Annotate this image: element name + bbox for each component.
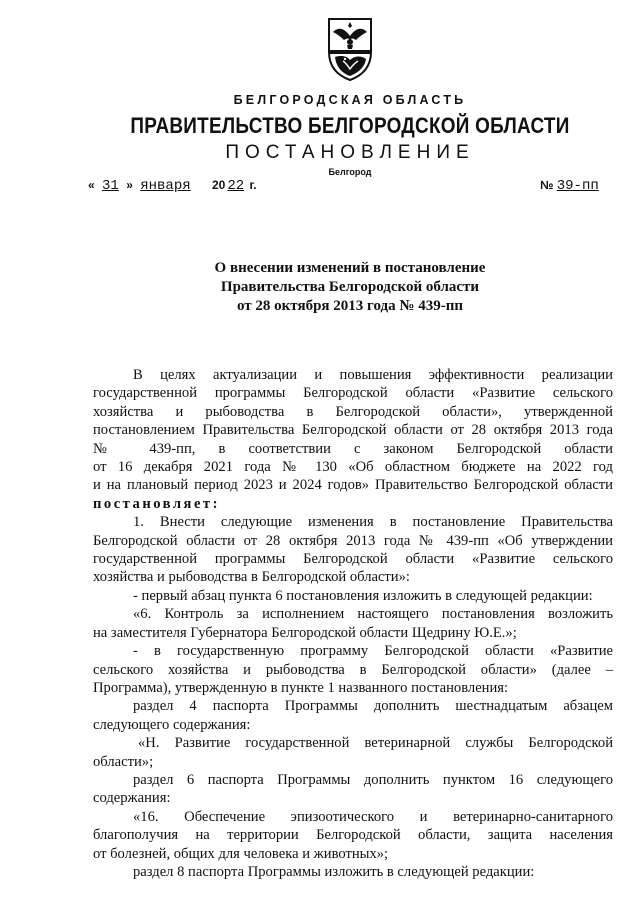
body-line: и на плановый период 2023 и 2024 годов» Правительство Белгородской области [93,477,613,494]
date-month: января [140,178,191,194]
government-title: ПРАВИТЕЛЬСТВО БЕЛГОРОДСКОЙ ОБЛАСТИ [130,113,570,138]
date-year-mark: г. [249,178,257,192]
body-line: 1. Внести следующие изменения в постановление Правительства [133,514,613,531]
document-title [0,259,640,316]
body-line: содержания: [93,790,171,807]
body-line: Программа), утвержденную в пункте 1 названного постановления: [93,679,509,696]
document-body [93,366,613,881]
document-type: ПОСТАНОВЛЕНИЕ [225,142,475,163]
body-line: «16. Обеспечение эпизоотического и ветеринарно-санитарного [133,808,613,825]
title-line: от 28 октября 2013 года № 439-пп [236,298,463,314]
body-line: раздел 6 паспорта Программы дополнить пунктом 16 следующего [133,771,613,788]
body-line: В целях актуализации и повышения эффективности реализации [133,367,613,383]
title-line: О внесении изменений в постановление [214,260,486,276]
date-open-quote: « [88,178,95,192]
body-line: Белгородской области от 28 октября 2013 года № 439-пп «Об утверждении [93,532,613,549]
number-value: 39-пп [556,178,599,194]
body-line: «Н. Развитие государственной ветеринарной службы Белгородской [138,735,613,752]
body-line: № 439-пп, в соответствии с законом Белгородской области [93,440,613,457]
body-line: - первый абзац пункта 6 постановления изложить в следующей редакции: [133,587,593,604]
body-line: раздел 8 паспорта Программы изложить в следующей редакции: [133,863,535,880]
body-line: области»; [93,753,154,770]
body-line: от болезней, общих для человека и животных»; [93,845,389,862]
body-line: «6. Контроль за исполнением настоящего постановления возложить [133,606,613,623]
body-line: - в государственную программу Белгородской области «Развитие [133,643,613,660]
body-line: следующего содержания: [93,716,251,733]
region-name: БЕЛГОРОДСКАЯ ОБЛАСТЬ [233,93,467,107]
resolution-word: постановляет: [93,495,220,512]
number-label: № [540,178,554,192]
date-year-suffix: 22 [227,178,245,194]
document-date [88,178,257,194]
city-name: Белгород [328,167,372,177]
body-line: государственной программы Белгородской области «Развитие сельского [93,385,613,402]
body-line: хозяйства и рыбоводства в Белгородской области», утвержденной [93,403,613,420]
body-line: постановлением Правительства Белгородской области от 28 октября 2013 года [93,422,613,439]
title-line: Правительства Белгородской области [220,279,480,295]
date-day: 31 [102,178,119,194]
body-line: хозяйства и рыбоводства в Белгородской области»: [93,569,410,586]
body-line: сельского хозяйства и рыбоводства в Белгородской области» (далее – [93,661,613,678]
body-line: на заместителя Губернатора Белгородской области Щедрину Ю.Е.»; [93,624,517,641]
document-number [540,178,599,194]
coat-of-arms-emblem [323,16,377,82]
body-line: государственной программы Белгородской области «Развитие сельского [93,551,613,568]
body-line: раздел 4 паспорта Программы дополнить шестнадцатым абзацем [133,698,613,715]
date-close-quote: » [126,178,133,192]
body-line: от 16 декабря 2021 года № 130 «Об областном бюджете на 2022 год [93,459,613,476]
date-year-prefix: 20 [211,178,226,192]
body-line: благополучия на территории Белгородской области, защита населения [93,827,613,844]
